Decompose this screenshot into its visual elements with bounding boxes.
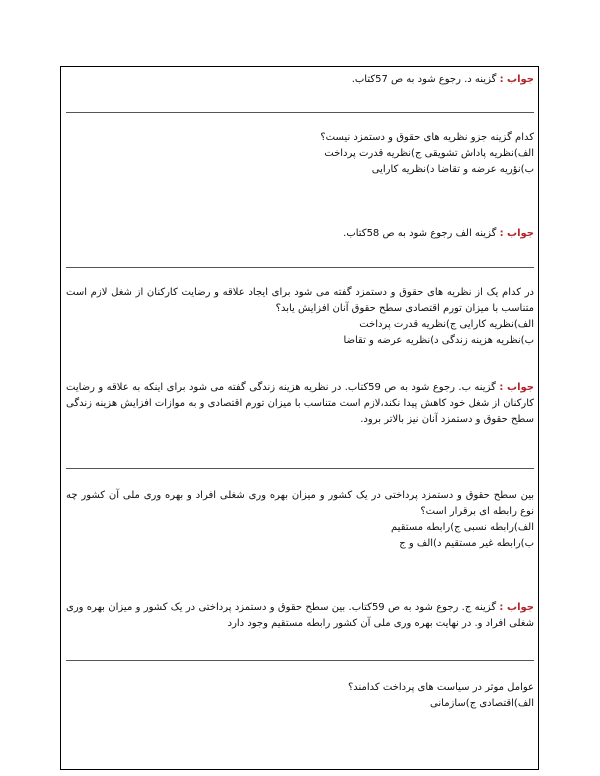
question-3 bbox=[66, 488, 534, 552]
answer-2 bbox=[66, 226, 534, 242]
answer-text: گزینه ب. رجوع شود به ص 59کتاب. در نظریه هزینه زندگی گفته می شود برای اینکه به علاقه و رضایت کارکنان از شغل خود کاهش پیدا نکند،لازم است متناسب با میزان تورم اقتصادی و به موازات افزایش هزینه زندگی سطح حقوق و دستمزد آنان نیز بالاتر برود. bbox=[66, 382, 534, 425]
answer-label: جواب : bbox=[499, 228, 534, 239]
question-option: الف)نظریه پاداش تشویقی ج)نظریه قدرت پرداخت bbox=[324, 148, 534, 159]
question-text: عوامل موثر در سیاست های پرداخت کدامند؟ bbox=[347, 682, 534, 693]
question-text: بین سطح حقوق و دستمزد پرداختی در یک کشور و میزان بهره وری شغلی افراد و بهره وری ملی آن کشور چه نوع رابطه ای برقرار است؟ bbox=[66, 490, 534, 517]
answer-text: گزینه د. رجوع شود به ص 57کتاب. bbox=[351, 74, 497, 85]
separator bbox=[66, 267, 534, 268]
question-1 bbox=[66, 130, 534, 178]
question-4 bbox=[66, 680, 534, 712]
question-2 bbox=[66, 285, 534, 349]
answer-text: گزینه ج. رجوع شود به ص 59کتاب. بین سطح حقوق و دستمزد پرداختی در یک کشور و میزان بهره وری شغلی افراد و. در نهایت بهره وری ملی آن کشور رابطه مستقیم وجود دارد bbox=[66, 602, 534, 629]
question-text: در کدام یک از نظریه های حقوق و دستمزد گفته می شود برای ایجاد علاقه و رضایت کارکنان از شغل لازم است متناسب با میزان تورم اقتصادی سطح حقوق آنان افزایش یابد؟ bbox=[66, 287, 534, 314]
separator bbox=[66, 660, 534, 661]
question-option: الف)اقتصادی ج)سازمانی bbox=[430, 698, 534, 709]
answer-4 bbox=[66, 600, 534, 632]
question-option: ب)نؤریه عرضه و تقاضا د)نظریه کارایی bbox=[371, 164, 534, 175]
answer-label: جواب : bbox=[499, 602, 534, 613]
question-option: الف)رابطه نسبی ج)رابطه مستقیم bbox=[391, 522, 534, 533]
question-option: الف)نظریه کارایی ج)نظریه قدرت پرداخت bbox=[359, 319, 534, 330]
question-text: کدام گزینه جزو نظریه های حقوق و دستمزد نیست؟ bbox=[320, 132, 534, 143]
separator bbox=[66, 112, 534, 113]
question-option: ب)نظریه هزینه زندگی د)نظریه عرضه و تقاضا bbox=[343, 335, 534, 346]
question-option: ب)رابطه غیر مستقیم د)الف و ج bbox=[399, 538, 534, 549]
answer-label: جواب : bbox=[499, 74, 534, 85]
answer-label: جواب : bbox=[499, 382, 534, 393]
answer-text: گزینه الف رجوع شود به ص 58کتاب. bbox=[343, 228, 497, 239]
answer-1 bbox=[66, 72, 534, 88]
answer-3 bbox=[66, 380, 534, 428]
separator bbox=[66, 468, 534, 469]
